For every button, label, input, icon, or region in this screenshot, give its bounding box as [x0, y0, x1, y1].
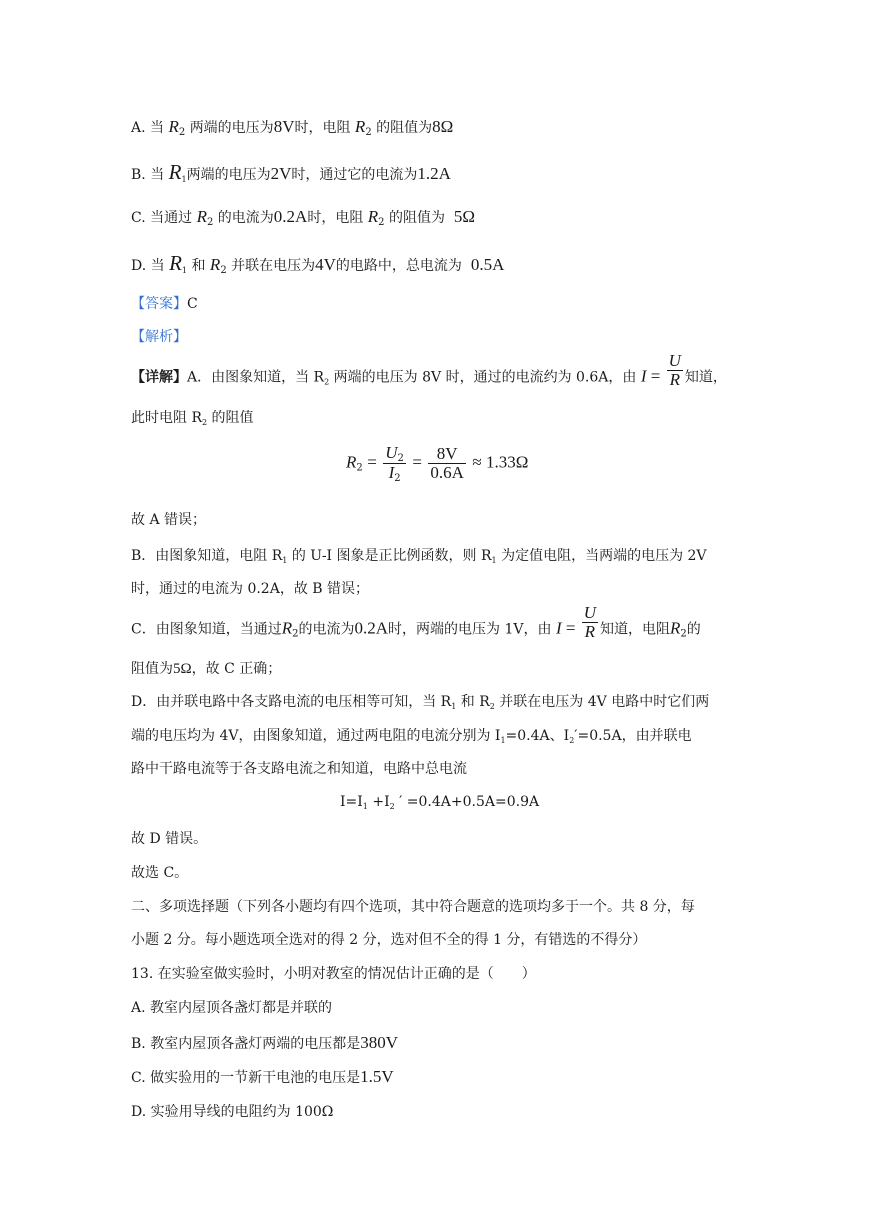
- text: 的电流为: [298, 621, 355, 638]
- numerator: U: [668, 351, 681, 370]
- var-r: R: [346, 452, 357, 472]
- text: 故选 C。: [131, 865, 189, 881]
- detail-d-line2: [131, 726, 692, 746]
- value: 1.2A: [417, 164, 451, 183]
- text: B．由图象知道，电阻 R: [131, 548, 283, 564]
- subscript: 1: [451, 702, 457, 711]
- value: 8V: [273, 117, 295, 136]
- text: ，故 C 正确；: [191, 661, 282, 677]
- equals: =: [367, 452, 377, 472]
- detail-c-line2: [131, 659, 281, 679]
- equation-r2: [346, 444, 528, 483]
- answer-tag: 【答案】: [131, 296, 187, 312]
- fraction-u-i: [383, 444, 406, 483]
- subscript: 2: [220, 265, 227, 276]
- text: 故 A 错误；: [131, 512, 207, 528]
- q13-option-a: [131, 998, 332, 1018]
- var-r: R: [196, 207, 207, 226]
- var-r: R: [354, 117, 366, 136]
- q13-option-b: [131, 1033, 398, 1054]
- text: ′=0.5A，由并联电: [574, 728, 692, 744]
- var-r: R: [669, 618, 681, 638]
- text: 时，通过它的电流为: [291, 167, 418, 183]
- var-r: R: [209, 255, 221, 274]
- text: 端的电压均为 4V，由图象知道，通过两电阻的电流分别为 I: [131, 728, 501, 744]
- value: 0.2A: [273, 207, 308, 226]
- denominator: R: [584, 622, 596, 641]
- detail-b-line1: [131, 546, 707, 566]
- analysis-tag: 【解析】: [131, 329, 187, 345]
- answer-line: [131, 294, 198, 314]
- subscript: 1: [181, 175, 187, 184]
- option-label: C. 当通过: [131, 210, 193, 226]
- subscript: 2: [202, 418, 208, 427]
- subscript: 2: [365, 127, 372, 138]
- subscript: 2: [389, 802, 395, 811]
- text: 的 U-I 图象是正比例函数，则 R: [287, 548, 492, 564]
- text: 时，电阻: [307, 210, 364, 226]
- subscript: 2: [356, 462, 363, 474]
- var-r: R: [168, 117, 179, 136]
- subscript: 1: [181, 266, 188, 275]
- text: 此时电阻 R: [131, 410, 202, 426]
- var-r: R: [168, 160, 182, 184]
- q13-option-d: [131, 1102, 333, 1122]
- subscript: 2: [178, 127, 186, 138]
- var-i: I: [555, 618, 562, 638]
- option-label: B. 当: [131, 167, 165, 183]
- subscript: 2: [378, 217, 385, 228]
- ohm-fraction: [667, 352, 683, 389]
- text: 小题 2 分。每小题选项全选对的得 2 分，选对但不全的得 1 分，有错选的不得分）: [131, 932, 647, 948]
- var-i: I: [640, 366, 647, 386]
- text: 和: [191, 258, 206, 274]
- text: 知道，电阻: [599, 621, 670, 638]
- equation-total-current: [340, 794, 539, 810]
- text: 并联在电压为: [231, 258, 316, 274]
- subscript: 2: [324, 377, 330, 387]
- var-r: R: [281, 618, 293, 638]
- equals: =: [646, 366, 665, 386]
- numerator: U: [583, 603, 596, 622]
- text: D. 实验用导线的电阻约为 100Ω: [131, 1104, 334, 1120]
- subscript: 1: [500, 736, 506, 745]
- text: I=I: [340, 794, 363, 810]
- equals: =: [412, 452, 422, 472]
- text: 路中干路电流等于各支路电流之和知道，电路中总电流: [131, 761, 467, 777]
- subscript: 2: [206, 217, 214, 228]
- answer-value: C: [187, 296, 198, 312]
- value: 380V: [360, 1033, 398, 1052]
- q13-option-c: [131, 1067, 394, 1088]
- value: 8Ω: [432, 117, 454, 136]
- value: 1.5V: [360, 1067, 394, 1086]
- text: 并联在电压为 4V 电路中时它们两: [494, 694, 710, 710]
- subscript: 2: [680, 628, 687, 640]
- text: =0.4A、I: [505, 728, 570, 744]
- subscript: 2: [489, 702, 495, 711]
- result: ≈ 1.33Ω: [472, 452, 529, 472]
- subscript: 2: [397, 453, 404, 464]
- text: D．由并联电路中各支路电流的电压相等可知，当 R: [131, 694, 452, 710]
- equals: =: [561, 618, 580, 638]
- text: ′ =0.4A+0.5A=0.9A: [394, 794, 540, 810]
- value: 0.2A: [354, 618, 389, 638]
- numerator: 8V: [428, 445, 466, 464]
- text: 时，两端的电压为 1V，由: [388, 621, 552, 638]
- value: 5Ω: [173, 661, 192, 677]
- text: 故 D 错误。: [131, 831, 208, 847]
- q13-stem: [131, 964, 536, 984]
- denominator: [383, 464, 406, 483]
- detail-a-line1: [131, 351, 727, 389]
- text: 两端的电压为 8V 时，通过的电流约为 0.6A，由: [329, 369, 637, 386]
- text: 阻值为: [131, 661, 173, 677]
- option-c-prev: [131, 207, 475, 228]
- text: 的阻值为: [389, 210, 445, 226]
- text: 的阻值: [207, 410, 254, 426]
- value: 4V: [315, 255, 336, 274]
- text: 知道，: [684, 369, 727, 386]
- text: B. 教室内屋顶各盏灯两端的电压都是: [131, 1036, 361, 1052]
- text: C．由图象知道，当通过: [131, 621, 282, 638]
- option-b-prev: [131, 162, 451, 185]
- text: 为定值电阻，当两端的电压为 2V: [496, 548, 707, 564]
- detail-a-line2: [131, 408, 254, 428]
- subscript: 1: [491, 556, 497, 565]
- subscript: 2: [569, 736, 575, 745]
- text: 两端的电压为: [186, 167, 271, 183]
- text: 和 R: [456, 694, 490, 710]
- var-u: U: [385, 443, 398, 462]
- text: 时，电阻: [294, 120, 351, 136]
- numerator: [383, 444, 406, 464]
- subscript: 1: [282, 556, 288, 565]
- text: C. 做实验用的一节新干电池的电压是: [131, 1070, 361, 1086]
- text: A．由图象知道，当 R: [187, 369, 325, 386]
- value: 2V: [270, 164, 292, 183]
- value: 0.5A: [470, 255, 505, 274]
- detail-b-line2: [131, 579, 369, 599]
- section2-heading-line1: [131, 897, 695, 917]
- text: 的: [686, 621, 701, 638]
- value: 5Ω: [453, 207, 476, 226]
- detail-d-conclusion: [131, 829, 207, 849]
- detail-a-conclusion: [131, 510, 206, 530]
- fraction-values: [428, 445, 466, 482]
- detail-c-line1: [131, 603, 701, 641]
- text: 二、多项选择题（下列各小题均有四个选项，其中符合题意的选项均多于一个。共 8 分，每: [131, 899, 695, 915]
- ohm-fraction: [582, 604, 598, 641]
- text: 两端的电压为: [189, 120, 274, 136]
- final-choice: [131, 863, 188, 883]
- text: 13. 在实验室做实验时，小明对教室的情况估计正确的是（ ）: [131, 966, 536, 982]
- text: A. 教室内屋顶各盏灯都是并联的: [131, 1000, 333, 1016]
- subscript: 2: [394, 473, 401, 484]
- option-d-prev: [131, 253, 504, 276]
- denominator: 0.6A: [430, 463, 464, 482]
- subscript: 1: [362, 802, 368, 811]
- denominator: R: [669, 370, 680, 389]
- detail-tag: 【详解】: [131, 369, 187, 386]
- detail-d-line3: [131, 759, 467, 779]
- option-label: A. 当: [131, 120, 165, 136]
- var-r: R: [169, 251, 182, 275]
- text: 的电路中，总电流为: [335, 258, 462, 274]
- analysis-line: [131, 327, 187, 347]
- detail-d-line1: [131, 692, 709, 712]
- subscript: 2: [292, 628, 299, 640]
- text: +I: [367, 794, 390, 810]
- var-i: I: [388, 463, 395, 482]
- var-r: R: [367, 207, 379, 226]
- section2-heading-line2: [131, 930, 646, 950]
- option-a-prev: [131, 117, 453, 138]
- text: 的阻值为: [376, 120, 433, 136]
- text: 的电流为: [217, 210, 274, 226]
- text: 时，通过的电流为 0.2A，故 B 错误；: [131, 581, 370, 597]
- option-label: D. 当: [131, 258, 165, 274]
